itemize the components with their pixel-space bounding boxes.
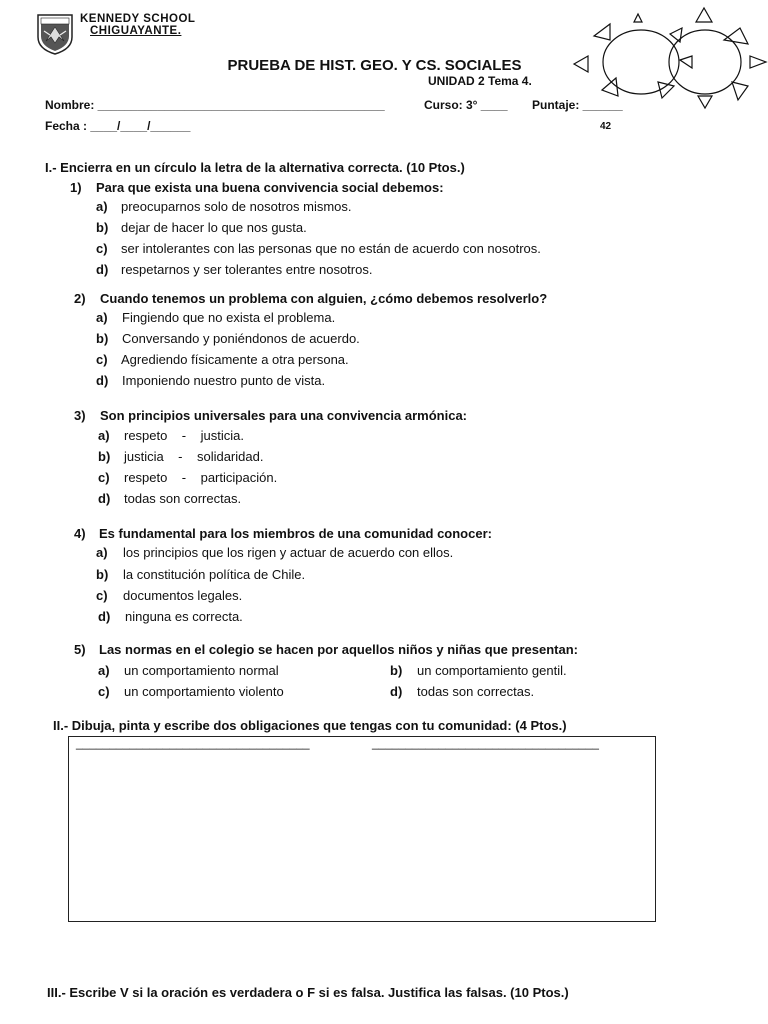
section3-heading: III.- Escribe V si la oración es verdadera o F si es falsa. Justifica las falsas. (10 Ptos.) (47, 985, 569, 1000)
page-code: 42 (600, 121, 612, 132)
question-number: 4) (74, 526, 86, 541)
question-text: Para que exista una buena convivencia social debemos: (96, 180, 444, 195)
answer-line-right[interactable]: __________________________________ (372, 736, 599, 750)
score-field[interactable]: Puntaje: ______ (532, 98, 623, 112)
option-text: Agrediendo físicamente a otra persona. (121, 352, 349, 367)
school-city: CHIGUAYANTE. (90, 25, 182, 37)
option-text: la constitución política de Chile. (123, 567, 306, 582)
option-text: Conversando y poniéndonos de acuerdo. (122, 331, 360, 346)
option-letter[interactable]: a) (96, 545, 108, 560)
option-letter[interactable]: a) (96, 310, 108, 325)
option-text: los principios que los rigen y actuar de acuerdo con ellos. (123, 545, 454, 560)
option-text: documentos legales. (123, 588, 243, 603)
grade-field[interactable]: Curso: 3° ____ (424, 98, 508, 112)
option-letter[interactable]: b) (96, 567, 109, 582)
option-letter[interactable]: c) (96, 241, 108, 256)
section1-heading: I.- Encierra en un círculo la letra de la alternativa correcta. (10 Ptos.) (45, 160, 465, 175)
option-letter[interactable]: b) (390, 663, 403, 678)
option-letter[interactable]: b) (98, 449, 111, 464)
answer-line-left[interactable]: ___________________________________ (76, 736, 310, 750)
option-text: Fingiendo que no exista el problema. (122, 310, 336, 325)
drawing-area[interactable] (68, 736, 656, 922)
school-name: KENNEDY SCHOOL (80, 13, 196, 25)
option-text: todas son correctas. (417, 684, 535, 699)
option-letter[interactable]: a) (96, 199, 108, 214)
question-text: Es fundamental para los miembros de una comunidad conocer: (99, 526, 492, 541)
option-text: un comportamiento normal (124, 663, 279, 678)
question-number: 2) (74, 291, 86, 306)
option-letter[interactable]: d) (96, 262, 109, 277)
exam-subtitle: UNIDAD 2 Tema 4. (428, 74, 532, 88)
option-letter[interactable]: d) (96, 373, 109, 388)
option-text: respetarnos y ser tolerantes entre nosotros. (121, 262, 373, 277)
option-letter[interactable]: a) (98, 663, 110, 678)
option-letter[interactable]: d) (98, 491, 111, 506)
school-crest-logo (36, 13, 74, 55)
option-text: Imponiendo nuestro punto de vista. (122, 373, 326, 388)
question-number: 3) (74, 408, 86, 423)
question-text: Cuando tenemos un problema con alguien, ¿cómo debemos resolverlo? (100, 291, 548, 306)
option-letter[interactable]: b) (96, 331, 109, 346)
option-letter[interactable]: c) (98, 470, 110, 485)
option-text: respeto - participación. (124, 470, 278, 485)
option-text: todas son correctas. (124, 491, 242, 506)
option-letter[interactable]: d) (390, 684, 403, 699)
option-text: un comportamiento gentil. (417, 663, 567, 678)
question-number: 1) (70, 180, 82, 195)
option-text: ninguna es correcta. (125, 609, 243, 624)
option-text: respeto - justicia. (124, 428, 244, 443)
section2-heading: II.- Dibuja, pinta y escribe dos obligaciones que tengas con tu comunidad: (4 Ptos.) (53, 718, 567, 733)
question-number: 5) (74, 642, 86, 657)
option-text: dejar de hacer lo que nos gusta. (121, 220, 307, 235)
option-letter[interactable]: a) (98, 428, 110, 443)
option-text: ser intolerantes con las personas que no están de acuerdo con nosotros. (121, 241, 541, 256)
name-field[interactable]: Nombre: ___________________________________________ (45, 98, 385, 112)
date-field[interactable]: Fecha : ____/____/______ (45, 119, 191, 133)
question-text: Las normas en el colegio se hacen por aquellos niños y niñas que presentan: (99, 642, 578, 657)
option-letter[interactable]: c) (98, 684, 110, 699)
question-text: Son principios universales para una convivencia armónica: (100, 408, 468, 423)
option-letter[interactable]: c) (96, 588, 108, 603)
option-text: preocuparnos solo de nosotros mismos. (121, 199, 352, 214)
option-letter[interactable]: d) (98, 609, 111, 624)
option-letter[interactable]: b) (96, 220, 109, 235)
option-text: justicia - solidaridad. (124, 449, 264, 464)
option-text: un comportamiento violento (124, 684, 284, 699)
exam-title: PRUEBA DE HIST. GEO. Y CS. SOCIALES (227, 57, 522, 74)
option-letter[interactable]: c) (96, 352, 108, 367)
